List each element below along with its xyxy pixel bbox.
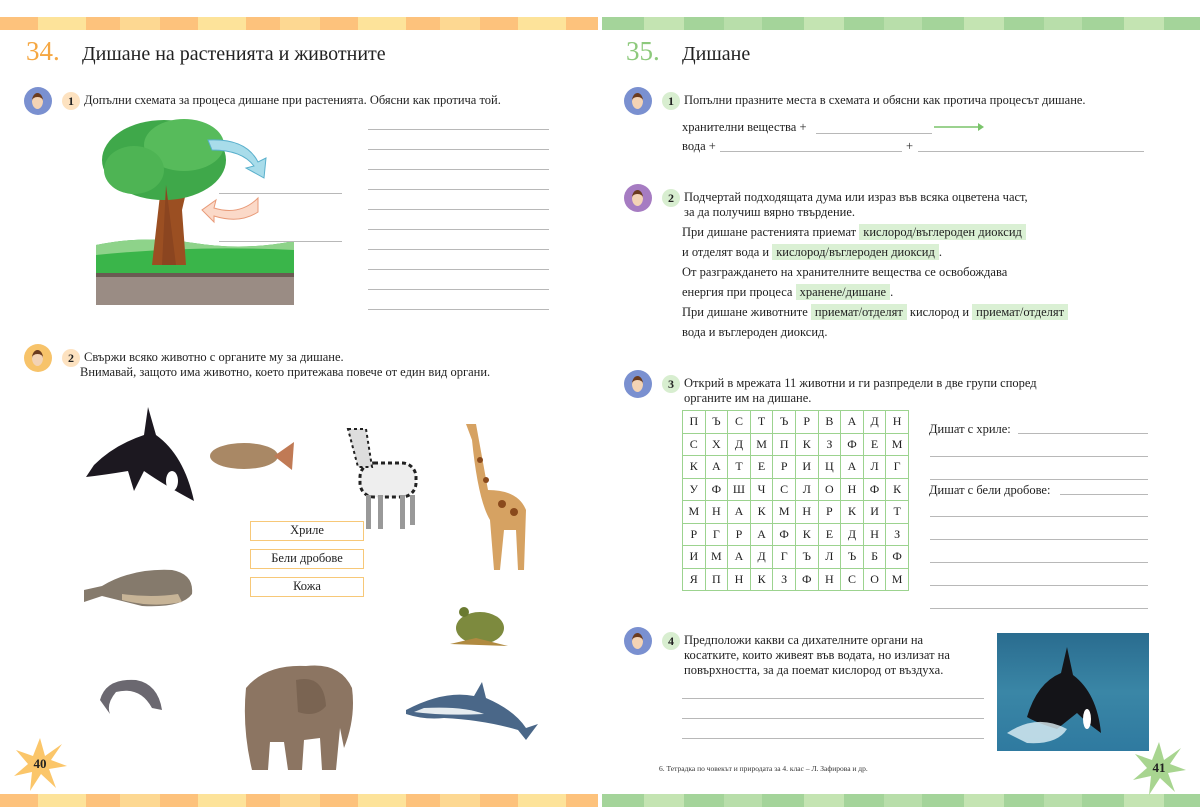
grid-cell[interactable]: Л xyxy=(795,478,818,501)
page-number: 41 xyxy=(1152,760,1166,775)
page-number-badge xyxy=(1131,740,1187,796)
statement-6: вода и въглероден диоксид. xyxy=(682,325,828,339)
blank-line[interactable] xyxy=(720,151,902,152)
seal-icon[interactable] xyxy=(82,564,196,610)
grid-cell[interactable]: В xyxy=(818,411,841,434)
mascot-writing-icon xyxy=(624,87,652,115)
catfish-icon[interactable] xyxy=(96,674,176,724)
grid-cell[interactable]: Ъ xyxy=(795,546,818,569)
grid-cell[interactable]: Ф xyxy=(863,478,886,501)
grid-cell[interactable]: У xyxy=(683,478,706,501)
grid-cell[interactable]: Н xyxy=(705,501,728,524)
answer-line[interactable] xyxy=(368,269,549,270)
statement-4 xyxy=(682,285,893,300)
scheme-text: вода + xyxy=(682,139,716,153)
task-instruction xyxy=(684,633,950,678)
grid-cell[interactable]: А xyxy=(728,546,751,569)
giraffe-icon[interactable] xyxy=(458,420,538,576)
grid-cell[interactable]: Ф xyxy=(705,478,728,501)
blank-label-line[interactable] xyxy=(219,241,342,242)
grid-cell[interactable]: Т xyxy=(886,501,909,524)
statement-1 xyxy=(682,225,1026,240)
orca-jumping-photo xyxy=(997,633,1149,751)
statement-text: енергия при процеса xyxy=(682,285,793,299)
grid-cell[interactable]: А xyxy=(750,523,773,546)
task-number: 3 xyxy=(662,375,680,393)
frog-icon[interactable] xyxy=(446,602,514,648)
choice-option[interactable]: приемат/отделят xyxy=(972,304,1068,320)
scheme-text: хранителни вещества + xyxy=(682,120,807,134)
instruction-line: Подчертай подходящата дума или израз във всяка оцветена част, xyxy=(684,190,1028,204)
task-number: 2 xyxy=(62,349,80,367)
answer-line[interactable] xyxy=(368,289,549,290)
choice-option[interactable]: приемат/отделят xyxy=(811,304,907,320)
mascot-writing-icon xyxy=(24,87,52,115)
answer-line[interactable] xyxy=(1018,433,1148,434)
task-1 xyxy=(624,87,1086,115)
mascot-tools-icon xyxy=(24,344,52,372)
grid-cell[interactable]: Р xyxy=(773,456,796,479)
grid-cell[interactable]: А xyxy=(841,456,864,479)
mascot-writing-icon xyxy=(624,627,652,655)
task-instruction: Попълни празните места в схемата и обясни как протича процесът дишане. xyxy=(684,93,1086,107)
blank-line[interactable] xyxy=(816,133,932,134)
grid-cell[interactable]: Р xyxy=(683,523,706,546)
blue-arrow-out-icon xyxy=(206,136,272,180)
lesson-header xyxy=(626,36,750,67)
mascot-writing-icon xyxy=(624,370,652,398)
task-number: 1 xyxy=(62,92,80,110)
grid-cell[interactable]: Х xyxy=(705,433,728,456)
answer-line[interactable] xyxy=(930,608,1148,609)
grid-cell[interactable]: Ч xyxy=(750,478,773,501)
choice-option[interactable]: кислород/въглероден диоксид xyxy=(859,224,1026,240)
task-number: 1 xyxy=(662,92,680,110)
grid-cell[interactable]: Р xyxy=(818,501,841,524)
grid-row xyxy=(683,568,909,591)
task-3 xyxy=(624,370,1037,406)
answer-line[interactable] xyxy=(368,229,549,230)
grid-row xyxy=(683,411,909,434)
mascot-boy-icon xyxy=(624,184,652,212)
task-number: 2 xyxy=(662,189,680,207)
grid-cell[interactable]: Ъ xyxy=(841,546,864,569)
statement-text: При дишане животните xyxy=(682,305,808,319)
green-arrow-icon xyxy=(934,122,984,132)
grid-cell[interactable]: М xyxy=(705,546,728,569)
answer-line[interactable] xyxy=(368,129,549,130)
answer-line[interactable] xyxy=(368,309,549,310)
lungs-label: Дишат с бели дробове: xyxy=(929,483,1051,497)
grid-cell[interactable]: О xyxy=(818,478,841,501)
grid-cell[interactable]: А xyxy=(841,411,864,434)
task-1 xyxy=(24,87,501,115)
pink-arrow-in-icon xyxy=(200,196,260,226)
grid-cell[interactable]: К xyxy=(886,478,909,501)
grid-cell[interactable]: Н xyxy=(728,568,751,591)
instruction-line: косатките, които живеят във водата, но излизат на xyxy=(684,648,950,662)
grid-cell[interactable]: М xyxy=(683,501,706,524)
left-page xyxy=(0,30,600,794)
grid-cell[interactable]: П xyxy=(683,411,706,434)
grid-cell[interactable]: С xyxy=(728,411,751,434)
grid-cell[interactable]: С xyxy=(683,433,706,456)
grid-cell[interactable]: К xyxy=(795,523,818,546)
task-4 xyxy=(624,627,950,678)
instruction-line: органите им на дишане. xyxy=(684,391,812,405)
task-instruction xyxy=(684,190,1028,220)
instruction-line: повърхността, за да поемат кислород от въздуха. xyxy=(684,663,944,677)
grid-cell[interactable]: М xyxy=(773,501,796,524)
grid-cell[interactable]: Г xyxy=(773,546,796,569)
statement-text: и отделят вода и xyxy=(682,245,770,259)
answer-line[interactable] xyxy=(368,249,549,250)
organ-box-gills[interactable]: Хриле xyxy=(250,521,364,541)
instruction-line: Внимавай, защото има животно, което притежава повече от един вид органи. xyxy=(80,365,491,379)
footer-note: 6. Тетрадка по човекът и природата за 4. клас – Л. Зафирова и др. xyxy=(659,764,868,773)
answer-line[interactable] xyxy=(930,539,1148,540)
grid-row xyxy=(683,478,909,501)
instruction-line: Свържи всяко животно с органите му за дишане. xyxy=(84,350,344,364)
grid-cell[interactable]: Д xyxy=(728,433,751,456)
grid-cell[interactable]: Н xyxy=(863,523,886,546)
orca-icon xyxy=(997,633,1149,751)
task-instruction: Допълни схемата за процеса дишане при растенията. Обясни как протича той. xyxy=(84,93,501,107)
grid-cell[interactable]: Н xyxy=(795,501,818,524)
zebra-icon[interactable] xyxy=(342,423,422,531)
organ-box-lungs[interactable]: Бели дробове xyxy=(250,549,364,569)
gills-label: Дишат с хриле: xyxy=(929,422,1011,436)
orca-icon[interactable] xyxy=(84,405,198,505)
dolphin-icon[interactable] xyxy=(404,680,540,742)
grid-cell[interactable]: С xyxy=(773,478,796,501)
lesson-title: Дишане xyxy=(682,43,751,65)
grid-cell[interactable]: К xyxy=(795,433,818,456)
right-page xyxy=(600,30,1200,794)
grid-cell[interactable]: И xyxy=(795,456,818,479)
statement-text: кислород и xyxy=(909,305,970,319)
grid-cell[interactable]: Ш xyxy=(728,478,751,501)
choice-option[interactable]: кислород/въглероден диоксид xyxy=(772,244,939,260)
grid-cell[interactable]: З xyxy=(773,568,796,591)
grid-cell[interactable]: И xyxy=(863,501,886,524)
grid-cell[interactable]: Д xyxy=(750,546,773,569)
grid-cell[interactable]: Г xyxy=(705,523,728,546)
grid-cell[interactable]: Т xyxy=(750,411,773,434)
statement-2 xyxy=(682,245,942,260)
page-number-badge xyxy=(12,736,68,792)
task-number: 4 xyxy=(662,632,680,650)
grid-cell[interactable]: Р xyxy=(795,411,818,434)
answer-line[interactable] xyxy=(368,169,549,170)
grid-cell[interactable]: Н xyxy=(841,478,864,501)
instruction-line: Открий в мрежата 11 животни и ги разпредели в две групи според xyxy=(684,376,1037,390)
grid-row xyxy=(683,523,909,546)
grid-cell[interactable]: К xyxy=(841,501,864,524)
punctuation: . xyxy=(938,245,942,259)
grid-cell[interactable]: Н xyxy=(818,568,841,591)
grid-cell[interactable]: П xyxy=(773,433,796,456)
grid-cell[interactable]: Ф xyxy=(795,568,818,591)
answer-line[interactable] xyxy=(368,189,549,190)
answer-line[interactable] xyxy=(930,479,1148,480)
task-instruction xyxy=(684,376,1037,406)
answer-line[interactable] xyxy=(682,738,984,739)
grid-cell[interactable]: Ъ xyxy=(705,411,728,434)
top-band-orange xyxy=(0,17,598,30)
grid-cell[interactable]: Б xyxy=(863,546,886,569)
grid-cell[interactable]: К xyxy=(750,568,773,591)
grid-cell[interactable]: Л xyxy=(863,456,886,479)
grid-cell[interactable]: Е xyxy=(863,433,886,456)
blank-label-line[interactable] xyxy=(219,193,342,194)
grid-cell[interactable]: Ъ xyxy=(773,411,796,434)
plus-sign: + xyxy=(906,139,914,153)
answer-line[interactable] xyxy=(368,149,549,150)
grid-cell[interactable]: С xyxy=(841,568,864,591)
instruction-line: Предположи какви са дихателните органи на xyxy=(684,633,924,647)
grid-cell[interactable]: Е xyxy=(750,456,773,479)
task-instruction xyxy=(80,350,491,380)
grid-cell[interactable]: Ф xyxy=(886,546,909,569)
lesson-number: 35. xyxy=(626,36,660,66)
grid-cell[interactable]: М xyxy=(886,433,909,456)
answer-line[interactable] xyxy=(930,456,1148,457)
grid-cell[interactable]: К xyxy=(683,456,706,479)
statement-5 xyxy=(682,305,1068,320)
answer-line[interactable] xyxy=(930,562,1148,563)
grid-cell[interactable]: Н xyxy=(886,411,909,434)
instruction-line: за да получиш вярно твърдение. xyxy=(684,205,855,219)
grid-cell[interactable]: О xyxy=(863,568,886,591)
answer-line[interactable] xyxy=(682,718,984,719)
task-2 xyxy=(24,344,490,380)
choice-option[interactable]: хранене/дишане xyxy=(796,284,890,300)
grid-cell[interactable]: К xyxy=(750,501,773,524)
grid-row xyxy=(683,433,909,456)
grid-cell[interactable]: М xyxy=(886,568,909,591)
lesson-title: Дишане на растенията и животните xyxy=(82,43,386,65)
grid-cell[interactable]: Р xyxy=(728,523,751,546)
answer-line[interactable] xyxy=(930,585,1148,586)
top-band-green xyxy=(602,17,1200,30)
grid-cell[interactable]: П xyxy=(705,568,728,591)
scheme-line-1 xyxy=(682,120,807,135)
grid-cell[interactable]: М xyxy=(750,433,773,456)
punctuation: . xyxy=(890,285,894,299)
scheme-line-2 xyxy=(682,139,716,154)
answer-line[interactable] xyxy=(930,516,1148,517)
grid-cell[interactable]: Т xyxy=(728,456,751,479)
grid-cell[interactable]: Я xyxy=(683,568,706,591)
carp-icon[interactable] xyxy=(208,436,296,476)
grid-cell[interactable]: А xyxy=(728,501,751,524)
grid-cell[interactable]: И xyxy=(683,546,706,569)
grid-cell[interactable]: Л xyxy=(818,546,841,569)
task-2 xyxy=(624,184,1028,220)
word-search-grid xyxy=(682,410,909,591)
grid-cell[interactable]: Г xyxy=(886,456,909,479)
grid-cell[interactable]: Д xyxy=(841,523,864,546)
bottom-band-orange xyxy=(0,794,598,807)
grid-row xyxy=(683,456,909,479)
grid-row xyxy=(683,546,909,569)
grid-cell[interactable]: Ф xyxy=(773,523,796,546)
answer-line[interactable] xyxy=(682,698,984,699)
statement-3: От разграждането на хранителните вещества се освобождава xyxy=(682,265,1008,279)
elephant-icon[interactable] xyxy=(236,658,362,778)
bottom-band-green xyxy=(602,794,1200,807)
grid-cell[interactable]: А xyxy=(705,456,728,479)
lesson-number: 34. xyxy=(26,36,60,66)
blank-line[interactable] xyxy=(918,151,1144,152)
statement-text: При дишане растенията приемат xyxy=(682,225,857,239)
answer-line[interactable] xyxy=(368,209,549,210)
grid-cell[interactable]: З xyxy=(886,523,909,546)
grid-cell[interactable]: З xyxy=(818,433,841,456)
grid-cell[interactable]: Ф xyxy=(841,433,864,456)
answer-line[interactable] xyxy=(1060,494,1148,495)
organ-box-skin[interactable]: Кожа xyxy=(250,577,364,597)
page-number: 40 xyxy=(33,756,47,771)
lesson-header xyxy=(26,36,386,67)
grid-cell[interactable]: Д xyxy=(863,411,886,434)
grid-cell[interactable]: Ц xyxy=(818,456,841,479)
grid-cell[interactable]: Е xyxy=(818,523,841,546)
grid-row xyxy=(683,501,909,524)
